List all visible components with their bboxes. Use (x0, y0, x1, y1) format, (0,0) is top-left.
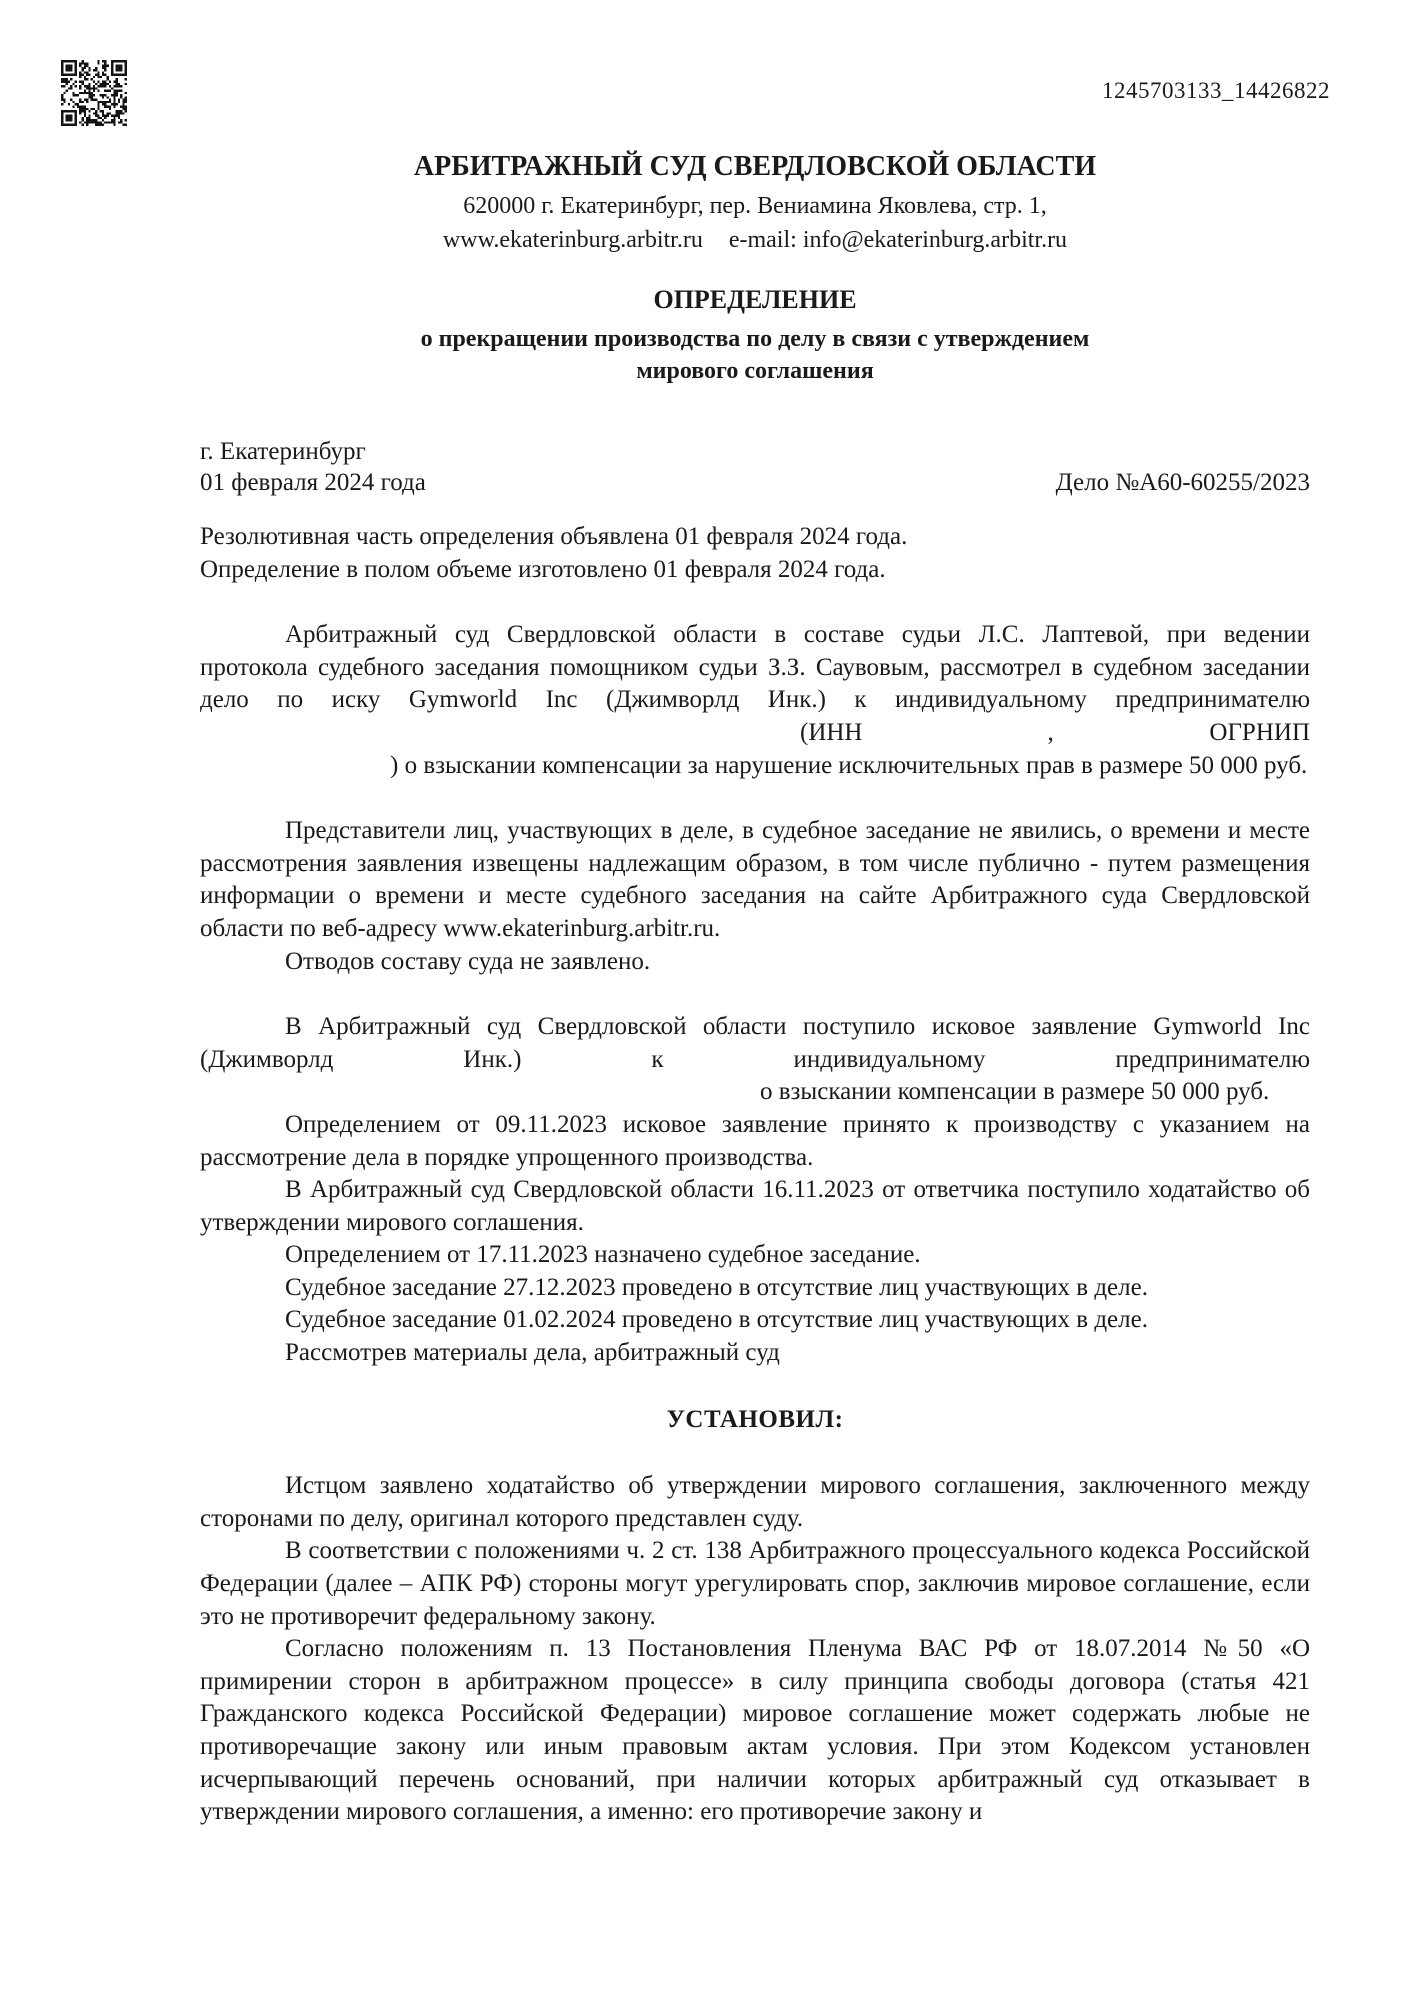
qr-code-image (60, 60, 128, 126)
qr-code (60, 60, 128, 126)
document-subtitle-line1: о прекращении производства по делу в связи с утверждением (420, 326, 1090, 352)
document-subtitle-line2: мирового соглашения (636, 358, 874, 384)
body-paragraph: Определением от 09.11.2023 исковое заявление принято к производству с указанием на рассмотрение дела в порядке упрощенного производства. (200, 1110, 1310, 1171)
document-title: ОПРЕДЕЛЕНИЕ (653, 285, 857, 314)
court-contacts (200, 223, 1310, 257)
court-email: e-mail: info@ekaterinburg.arbitr.ru (728, 227, 1068, 253)
body-paragraph: Судебное заседание 01.02.2024 проведено в отсутствие лиц участвующих в деле. (285, 1306, 1148, 1334)
body-paragraph: Определением от 17.11.2023 назначено судебное заседание. (285, 1241, 921, 1269)
document-title-block (200, 283, 1310, 387)
city: г. Екатеринбург (200, 438, 366, 465)
body-paragraph: В соответствии с положениями ч. 2 ст. 138 Арбитражного процессуального кодекса Российской Федерации (далее – АПК РФ) стороны могут урегулировать спор, заключив мировое соглашение, если это не противоречит федеральному закону. (200, 1537, 1310, 1630)
body-paragraph: В Арбитражный суд Свердловской области 16.11.2023 от ответчика поступило ходатайство об утверждении мирового соглашения. (200, 1176, 1310, 1236)
document-id: 1245703133_14426822 (1102, 78, 1330, 103)
court-website: www.ekaterinburg.arbitr.ru (442, 227, 703, 253)
redacted-blank (863, 739, 1048, 740)
redacted-blank (200, 772, 390, 773)
body-paragraph: В Арбитражный суд Свердловской области поступило исковое заявление Gymworld Inc (Джимворлд Инк.) к индивидуальному предпринимателюо взыскании компенсации в размере 50 000 руб. (200, 1013, 1310, 1106)
court-address: 620000 г. Екатеринбург, пер. Вениамина Яковлева, стр. 1, (463, 193, 1047, 219)
decision-date: 01 февраля 2024 года (200, 469, 426, 496)
document-body (200, 521, 1310, 1829)
case-meta (200, 436, 1310, 498)
body-paragraph: Судебное заседание 27.12.2023 проведено в отсутствие лиц участвующих в деле. (285, 1273, 1148, 1301)
court-name: АРБИТРАЖНЫЙ СУД СВЕРДЛОВСКОЙ ОБЛАСТИ (413, 151, 1097, 182)
body-paragraph: Истцом заявлено ходатайство об утверждении мирового соглашения, заключенного между сторонами по делу, оригинал которого представлен суду. (200, 1472, 1310, 1532)
body-paragraph: Арбитражный суд Свердловской области в составе судьи Л.С. Лаптевой, при ведении протокола судебного заседания помощником судьи З.З. Саувовым, рассмотрел в судебном заседании дело по иску Gymworld Inc (Джимворлд Инк.) к индивидуальному предпринимателю(ИНН , ОГРНИП) о взыскании компенсации за нарушение исключительных прав в размере 50 000 руб. (200, 621, 1310, 779)
body-paragraph: Определение в полом объеме изготовлено 01 февраля 2024 года. (200, 555, 886, 583)
redacted-blank (200, 1098, 760, 1099)
body-paragraph: Отводов составу суда не заявлено. (285, 947, 651, 975)
body-paragraph: Резолютивная часть определения объявлена 01 февраля 2024 года. (200, 523, 908, 550)
redacted-blank (200, 739, 800, 740)
body-paragraph: Представители лиц, участвующих в деле, в судебное заседание не явились, о времени и месте рассмотрения заявления извещены надлежащим образом, в том числе публично - путем размещения информации о времени и месте судебного заседания на сайте Арбитражного суда Свердловской области по веб-адресу www.ekaterinburg.arbitr.ru. (200, 817, 1310, 942)
body-paragraph: Согласно положениям п. 13 Постановления Пленума ВАС РФ от 18.07.2014 №50 «О примирении сторон в арбитражном процессе» в силу принципа свободы договора (статья 421 Гражданского кодекса Российской Федерации) мировое соглашение может содержать любые не противоречащие закону или иным правовым актам условия. При этом Кодексом установлен исчерпывающий перечень оснований, при наличии которых арбитражный суд отказывает в утверждении мирового соглашения, а именно: его противоречие закону и (200, 1635, 1310, 1826)
body-paragraph: Рассмотрев материалы дела, арбитражный суд (285, 1339, 780, 1367)
case-number: Дело №А60-60255/2023 (1055, 469, 1310, 496)
section-heading: УСТАНОВИЛ: (666, 1405, 844, 1433)
court-header (200, 150, 1310, 257)
